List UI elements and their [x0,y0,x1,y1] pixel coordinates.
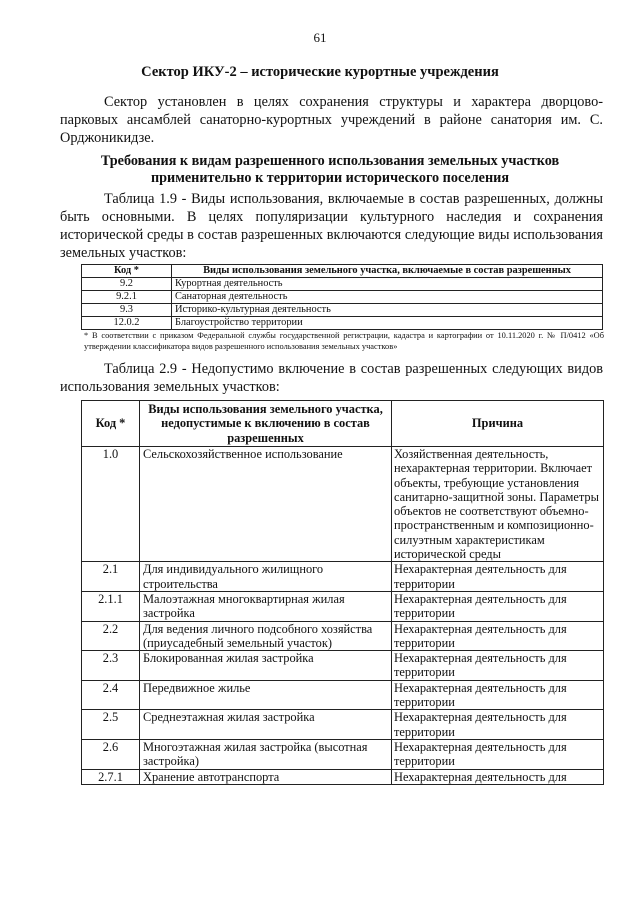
table-row [82,651,604,681]
table2-cell-reason: Нехарактерная деятельность для территории [392,710,604,740]
table-row [82,739,604,769]
table2-header-reason: Причина [392,401,604,447]
table1-cell-code: 9.2 [82,278,172,291]
table2-cell-name: Для индивидуального жилищного строительства [140,562,392,592]
table1-cell-name: Курортная деятельность [172,278,603,291]
table2-cell-name: Передвижное жилье [140,680,392,710]
table2-cell-reason: Нехарактерная деятельность для [392,769,604,784]
table2-cell-code: 2.4 [82,680,140,710]
table2-cell-reason: Нехарактерная деятельность для территории [392,680,604,710]
table2-cell-code: 2.1.1 [82,591,140,621]
table1-cell-name: Историко-культурная деятельность [172,304,603,317]
table-row [82,621,604,651]
table-allowed-uses [81,264,603,330]
table-row [82,591,604,621]
table2-cell-reason: Нехарактерная деятельность для территории [392,562,604,592]
table-row [82,317,603,330]
table2-cell-name: Сельскохозяйственное использование [140,447,392,562]
table2-cell-reason: Нехарактерная деятельность для территории [392,621,604,651]
table2-cell-reason: Нехарактерная деятельность для территории [392,739,604,769]
footnote: * В соответствии с приказом Федеральной службы государственной регистрации, кадастра и картографии от 10.11.2020 г. № П/0412 «Об утверждении классификатора видов разрешенного использования земельных участков» [84,331,604,351]
intro-paragraph: Сектор установлен в целях сохранения структуры и характера дворцово-парковых ансамблей санаторно-курортных учреждений в районе санатория им. С. Орджоникидзе. [60,94,603,146]
table1-cell-name: Санаторная деятельность [172,291,603,304]
table2-cell-code: 1.0 [82,447,140,562]
table-row [82,680,604,710]
table2-header-uses: Виды использования земельного участка, недопустимые к включению в состав разрешенных [140,401,392,447]
table2-cell-code: 2.3 [82,651,140,681]
table-row [82,291,603,304]
table2-cell-reason: Хозяйственная деятельность, нехарактерная территории. Включает объекты, требующие установления санитарно-защитной зоны. Параметры объектов не соответствуют объемно-пространственным и композиционно-силуэтным характеристикам исторической среды [392,447,604,562]
table2-cell-code: 2.1 [82,562,140,592]
table2-cell-name: Хранение автотранспорта [140,769,392,784]
table2-cell-code: 2.7.1 [82,769,140,784]
table2-cell-code: 2.2 [82,621,140,651]
section-heading: Сектор ИКУ-2 – исторические курортные учреждения [141,64,499,80]
table1-header-row [82,265,603,278]
table-row [82,278,603,291]
table2-cell-reason: Нехарактерная деятельность для территории [392,591,604,621]
table2-intro: Таблица 2.9 - Недопустимо включение в состав разрешенных следующих видов использования земельных участков: [60,361,603,395]
table-row [82,710,604,740]
table-row [82,562,604,592]
table2-cell-name: Блокированная жилая застройка [140,651,392,681]
table2-cell-code: 2.6 [82,739,140,769]
table2-cell-name: Многоэтажная жилая застройка (высотная застройка) [140,739,392,769]
table-row [82,447,604,562]
table-row [82,304,603,317]
table2-header-code: Код * [82,401,140,447]
table1-intro: Таблица 1.9 - Виды использования, включаемые в состав разрешенных, должны быть основными. В целях популяризации культурного наследия и сохранения исторической среды в состав разрешенных включаются следующие виды использования земельных участков: [60,191,603,261]
page-number: 61 [313,30,327,45]
table-prohibited-uses [81,400,604,785]
table1-cell-code: 12.0.2 [82,317,172,330]
table-row [82,769,604,784]
requirements-heading [60,153,600,187]
table2-cell-code: 2.5 [82,710,140,740]
table2-cell-name: Малоэтажная многоквартирная жилая застройка [140,591,392,621]
table1-cell-code: 9.3 [82,304,172,317]
table2-cell-name: Для ведения личного подсобного хозяйства (приусадебный земельный участок) [140,621,392,651]
table2-cell-reason: Нехарактерная деятельность для территории [392,651,604,681]
requirements-heading-line1: Требования к видам разрешенного использования земельных участков [100,153,560,169]
table1-cell-code: 9.2.1 [82,291,172,304]
table2-cell-name: Среднеэтажная жилая застройка [140,710,392,740]
table1-cell-name: Благоустройство территории [172,317,603,330]
requirements-heading-line2: применительно к территории исторического поселения [150,170,509,186]
table1-header-code: Код * [82,265,172,278]
table1-header-uses: Виды использования земельного участка, включаемые в состав разрешенных [172,265,603,278]
table2-header-row [82,401,604,447]
